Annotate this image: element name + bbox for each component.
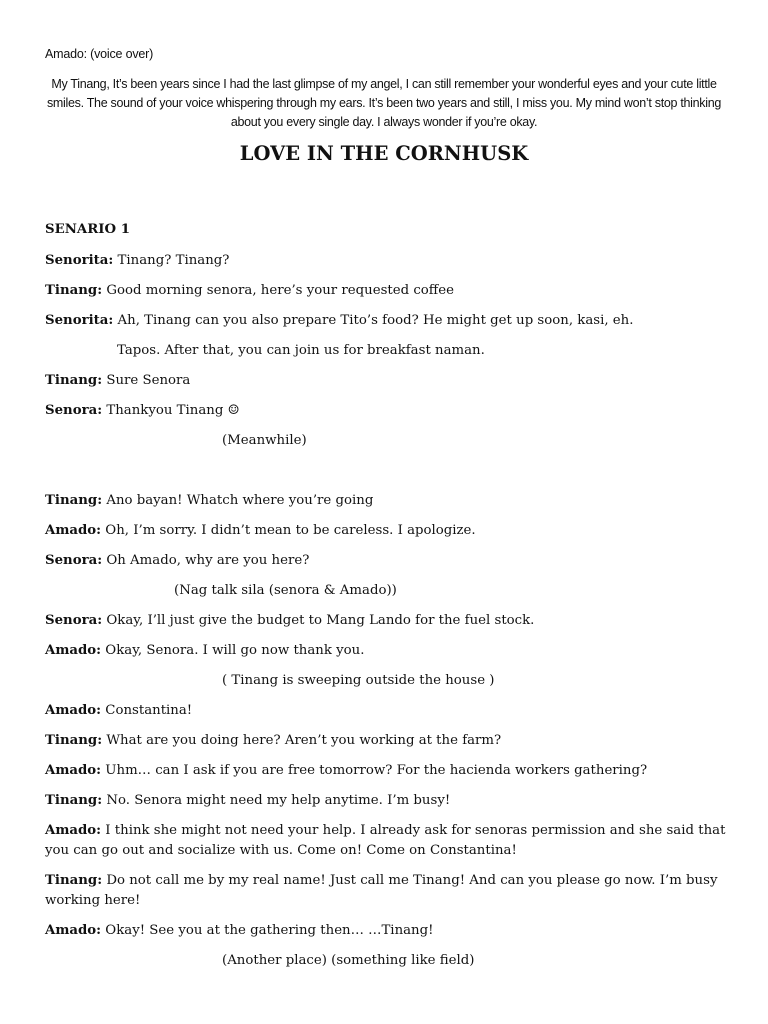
speaker-name: Senora: (45, 613, 103, 628)
dialogue-line (45, 401, 735, 421)
stage-direction (174, 581, 768, 601)
document-title: LOVE IN THE CORNHUSK (239, 142, 529, 165)
dialogue-text: Tinang? Tinang? (113, 253, 230, 268)
speaker-name: Amado: (45, 523, 102, 538)
dialogue-line (45, 371, 735, 391)
dialogue-text: What are you doing here? Aren’t you working at the farm? (102, 733, 502, 748)
dialogue-line (45, 731, 735, 751)
dialogue-text: Ano bayan! Whatch where you’re going (102, 493, 374, 508)
stage-direction (222, 951, 768, 971)
speaker-name: Tinang: (45, 283, 103, 298)
speaker-name: Tinang: (45, 793, 103, 808)
dialogue-text: No. Senora might need my help anytime. I’m busy! (102, 793, 451, 808)
dialogue-line (45, 551, 735, 571)
dialogue-line (45, 251, 735, 271)
speaker-name: Tinang: (45, 493, 103, 508)
stage-direction (222, 671, 768, 691)
speaker-name: Amado: (45, 923, 102, 938)
stage-direction (222, 431, 768, 451)
speaker-name: Senora: (45, 553, 103, 568)
dialogue-line (45, 791, 735, 811)
dialogue-line (45, 521, 735, 541)
dialogue-line (45, 701, 735, 721)
speaker-name: Amado: (45, 643, 102, 658)
dialogue-text: I think she might not need your help. I already ask for senoras permission and she said that you can go out and socialize with us. Come on! Come on Constantina! (45, 823, 726, 858)
speaker-name: Tinang: (45, 733, 103, 748)
speaker-name: Senorita: (45, 313, 114, 328)
speaker-name: Senorita: (45, 253, 114, 268)
speaker-name: Tinang: (45, 373, 103, 388)
speaker-name: Senora: (45, 403, 103, 418)
dialogue-text: Okay! See you at the gathering then… …Tinang! (101, 923, 434, 938)
dialogue-line (45, 641, 735, 661)
speaker-name: Amado: (45, 763, 102, 778)
dialogue-text: Sure Senora (102, 373, 191, 388)
dialogue-text: Ah, Tinang can you also prepare Tito’s food? He might get up soon, kasi, eh. (113, 313, 634, 328)
dialogue-text: Oh, I’m sorry. I didn’t mean to be careless. I apologize. (101, 523, 476, 538)
intro-paragraph: My Tinang, It’s been years since I had the last glimpse of my angel, I can still remember your wonderful eyes and your cute little smiles. The sound of your voice whispering through my ears. It’s been two years and still, I miss you. My mind won’t stop thinking about you every single day. I always wonder if you’re okay. (46, 77, 722, 129)
stage-direction-text: (Another place) (something like field) (222, 953, 475, 968)
dialogue-text: Oh Amado, why are you here? (102, 553, 310, 568)
dialogue-line (45, 611, 735, 631)
dialogue-text: Okay, Senora. I will go now thank you. (101, 643, 365, 658)
dialogue-text: Tapos. After that, you can join us for breakfast naman. (117, 343, 485, 358)
dialogue-continuation (117, 341, 768, 361)
stage-direction-text: ( Tinang is sweeping outside the house ) (222, 673, 495, 688)
dialogue-text: Do not call me by my real name! Just call me Tinang! And can you please go now. I’m busy working here! (45, 873, 718, 908)
dialogue-text: Constantina! (101, 703, 193, 718)
dialogue-line (45, 491, 735, 511)
dialogue-line (45, 821, 735, 861)
scene-heading: SENARIO 1 (45, 222, 130, 237)
speaker-name: Amado: (45, 823, 102, 838)
speaker-name: Amado: (45, 703, 102, 718)
dialogue-text: Okay, I’ll just give the budget to Mang Lando for the fuel stock. (102, 613, 535, 628)
dialogue-line (45, 311, 735, 331)
speaker-name: Tinang: (45, 873, 103, 888)
stage-direction-text: (Nag talk sila (senora & Amado)) (174, 583, 397, 598)
dialogue-line (45, 921, 735, 941)
dialogue-text: Good morning senora, here’s your requested coffee (102, 283, 454, 298)
dialogue-text: Thankyou Tinang ☺ (102, 403, 240, 418)
dialogue-line (45, 281, 735, 301)
voice-over-label: Amado: (voice over) (45, 47, 154, 61)
stage-direction-text: (Meanwhile) (222, 433, 307, 448)
dialogue-line (45, 871, 735, 911)
dialogue-line (45, 761, 735, 781)
dialogue-text: Uhm… can I ask if you are free tomorrow? For the hacienda workers gathering? (101, 763, 648, 778)
